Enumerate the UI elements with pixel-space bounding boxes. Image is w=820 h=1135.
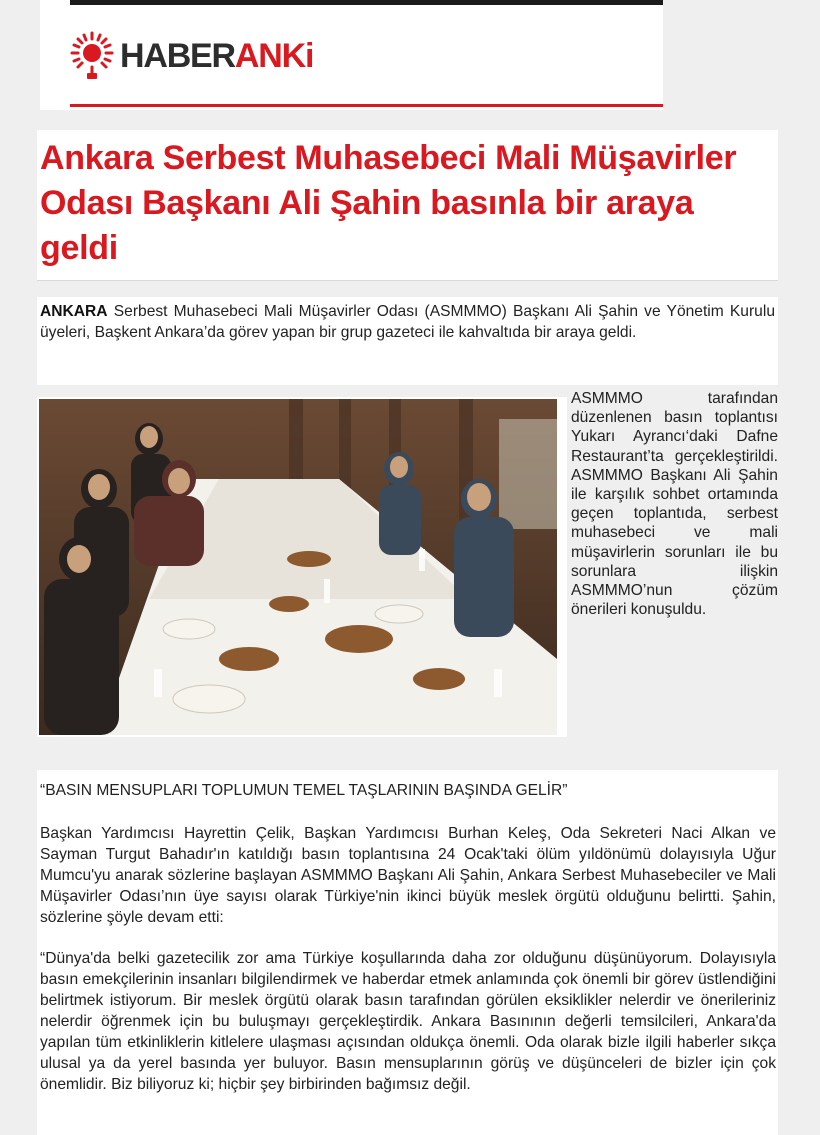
header-top-bar — [70, 0, 663, 5]
article-body — [37, 770, 778, 1135]
body-paragraph-2: “Dünya'da belki gazetecilik zor ama Türkiye koşullarında daha zor olduğunu düşünüyorum. Dolayısıyla basın emekçilerinin insanları bilgilendirmek ve haberdar etmek anlamında çok önemli bir görev üstlendiğini belirtmek istiyorum. Bir meslek örgütü olarak basın tarafından görülen eksiklikler nelerdir ve önerileriniz nelerdir öğrenmek için bu buluşmayı gerçekleştirdik. Ankara Basınının değerli temsilcileri, Ankara'da yapılan tüm etkinliklerin kitlelere ulaşması açısından oldukça önemli. Oda olarak bizle ilgili haberler sıkça ulusal ya da yerel basında yer buluyor. Basın mensuplarının görüş ve düşünceleri de bizler için çok önemlidir. Biz biliyoruz ki; hiçbir şey birbirinden bağımsız değil. — [40, 950, 776, 1093]
header-divider — [70, 104, 663, 107]
globe-logo-icon — [70, 31, 114, 81]
body-paragraph-1: Başkan Yardımcısı Hayrettin Çelik, Başkan Yardımcısı Burhan Keleş, Oda Sekreteri Naci Alkan ve Sayman Turgut Bahadır'ın katıldığı basın toplantısına 24 Ocak'taki ölüm yıldönümü dolayısıyla Uğur Mumcu'yu anarak sözlerine başlayan ASMMMO Başkanı Ali Şahin, Ankara Serbest Muhasebeciler ve Mali Müşavirler Odası’nın üye sayısı olarak Türkiye'nin ikinci büyük meslek örgütü olduğunu belirtti. Şahin, sözlerine şöyle devam etti: — [40, 825, 776, 926]
subheading: “BASIN MENSUPLARI TOPLUMUN TEMEL TAŞLARININ BAŞINDA GELİR” — [40, 782, 568, 799]
article-title: Ankara Serbest Muhasebeci Mali Müşavirler Odası Başkanı Ali Şahin basınla bir araya geldi — [40, 139, 737, 267]
breakfast-meeting-photo — [39, 399, 557, 735]
logo-text-part1: HABER — [120, 37, 235, 75]
lead-city: ANKARA — [40, 303, 108, 320]
side-paragraph: ASMMMO tarafından düzenlenen basın toplantısı Yukarı Ayrancı‘daki Dafne Restaurant’ta gerçekleştirildi. ASMMMO Başkanı Ali Şahin ile karşılık sohbet ortamında geçen toplantıda, serbest muhasebeci ve mali müşavirlerin sorunları ile bu sorunlara ilişkin ASMMMO’nun çözüm önerileri konuşuldu. — [571, 390, 778, 619]
lead-text: Serbest Muhasebeci Mali Müşavirler Odası (ASMMMO) Başkanı Ali Şahin ve Yönetim Kurulu üyeleri, Başkent Ankara’da görev yapan bir grup gazeteci ile kahvaltıda bir araya geldi. — [40, 303, 775, 341]
article-photo — [37, 397, 567, 737]
title-box — [37, 130, 778, 281]
logo-text-part2: ANKi — [234, 37, 314, 75]
lead-paragraph — [37, 297, 778, 343]
lead-box — [37, 297, 778, 385]
site-logo[interactable] — [70, 28, 313, 84]
logo-text — [120, 39, 313, 73]
